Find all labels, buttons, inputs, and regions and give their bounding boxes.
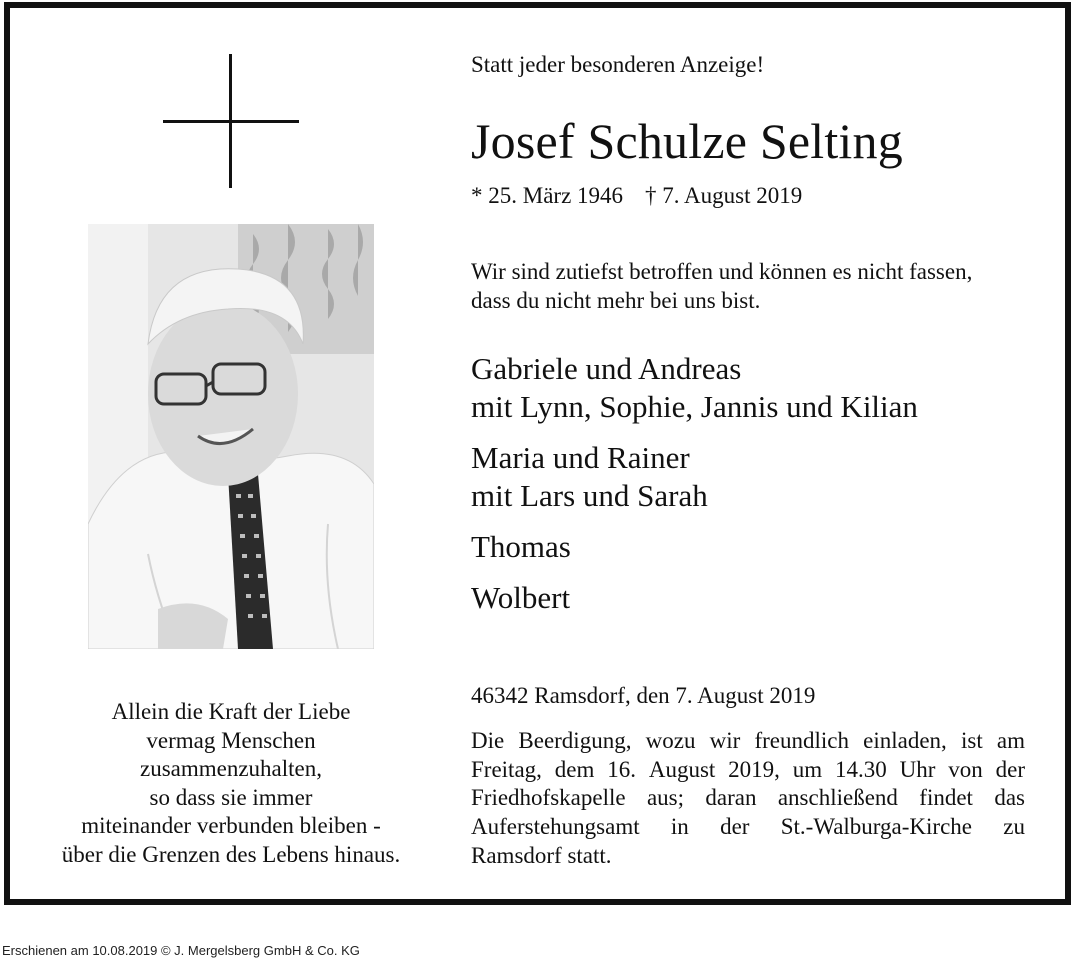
mourning-message — [471, 258, 1041, 315]
funeral-word: der — [720, 814, 750, 840]
family-line: Maria und Rainer — [471, 440, 690, 475]
funeral-word: daran — [705, 785, 757, 811]
funeral-line — [471, 842, 1025, 871]
funeral-word: das — [994, 785, 1025, 811]
funeral-word: Freitag, — [471, 756, 542, 782]
funeral-word: ist — [960, 728, 983, 753]
poem-line: vermag Menschen — [146, 727, 316, 753]
place-date: 46342 Ramsdorf, den 7. August 2019 — [471, 683, 816, 708]
funeral-line — [471, 813, 1025, 842]
message-line: dass du nicht mehr bei uns bist. — [471, 287, 761, 313]
memorial-poem — [36, 698, 426, 869]
family-line: mit Lynn, Sophie, Jannis und Kilian — [471, 389, 918, 424]
funeral-word: um — [792, 756, 823, 782]
funeral-word: 16. — [607, 756, 636, 782]
death-date: † 7. August 2019 — [645, 183, 803, 208]
family-line: Wolbert — [471, 580, 571, 615]
poem-line: miteinander verbunden bleiben - — [81, 813, 381, 838]
funeral-word: von — [948, 756, 983, 782]
funeral-word: der — [995, 756, 1025, 782]
family-line: Thomas — [471, 529, 571, 564]
funeral-word: findet — [919, 785, 973, 811]
funeral-word: einladen, — [863, 728, 947, 753]
funeral-word: wozu — [645, 728, 696, 753]
poem-line: zusammenzuhalten, — [139, 756, 322, 781]
funeral-word: Uhr — [899, 756, 936, 782]
funeral-word: 14.30 — [835, 756, 887, 782]
poem-line: Allein die Kraft der Liebe — [111, 699, 351, 724]
funeral-word: Die — [471, 728, 505, 753]
funeral-line — [471, 727, 1025, 756]
family-list — [471, 350, 1031, 617]
funeral-word: in — [670, 814, 689, 840]
family-line: mit Lars und Sarah — [471, 478, 708, 513]
funeral-word: anschließend — [777, 785, 898, 811]
portrait-photo — [88, 224, 374, 649]
family-group — [471, 439, 1031, 515]
publication-footer: Erschienen am 10.08.2019 © J. Mergelsberg GmbH & Co. KG — [2, 943, 360, 958]
funeral-word: freundlich — [754, 728, 849, 753]
funeral-word: 2019, — [728, 756, 780, 782]
family-group — [471, 350, 1031, 426]
funeral-word: am — [996, 728, 1025, 753]
poem-line: über die Grenzen des Lebens hinaus. — [61, 841, 401, 867]
funeral-word: St.-Walburga-Kirche — [780, 814, 972, 840]
family-group — [471, 579, 1031, 617]
family-group — [471, 528, 1031, 566]
funeral-word: dem — [554, 756, 595, 782]
funeral-word: zu — [1003, 814, 1025, 840]
funeral-word: Ramsdorf statt. — [471, 842, 612, 868]
funeral-word: Friedhofskapelle — [471, 785, 626, 811]
funeral-word: August — [648, 756, 716, 782]
family-line: Gabriele und Andreas — [471, 351, 742, 386]
funeral-word: Auferstehungsamt — [471, 814, 640, 840]
funeral-word: aus; — [646, 785, 685, 811]
funeral-details — [471, 727, 1025, 871]
message-line: Wir sind zutiefst betroffen und können es nicht fassen, — [471, 259, 973, 284]
funeral-line — [471, 756, 1025, 785]
intro-line: Statt jeder besonderen Anzeige! — [471, 52, 765, 77]
funeral-word: Beerdigung, — [518, 728, 632, 753]
deceased-name: Josef Schulze Selting — [471, 113, 903, 169]
cross-icon — [163, 54, 299, 188]
funeral-word: wir — [709, 728, 741, 753]
life-dates — [471, 183, 802, 209]
birth-date: * 25. März 1946 — [471, 183, 624, 208]
funeral-line — [471, 784, 1025, 813]
poem-line: so dass sie immer — [149, 784, 313, 810]
